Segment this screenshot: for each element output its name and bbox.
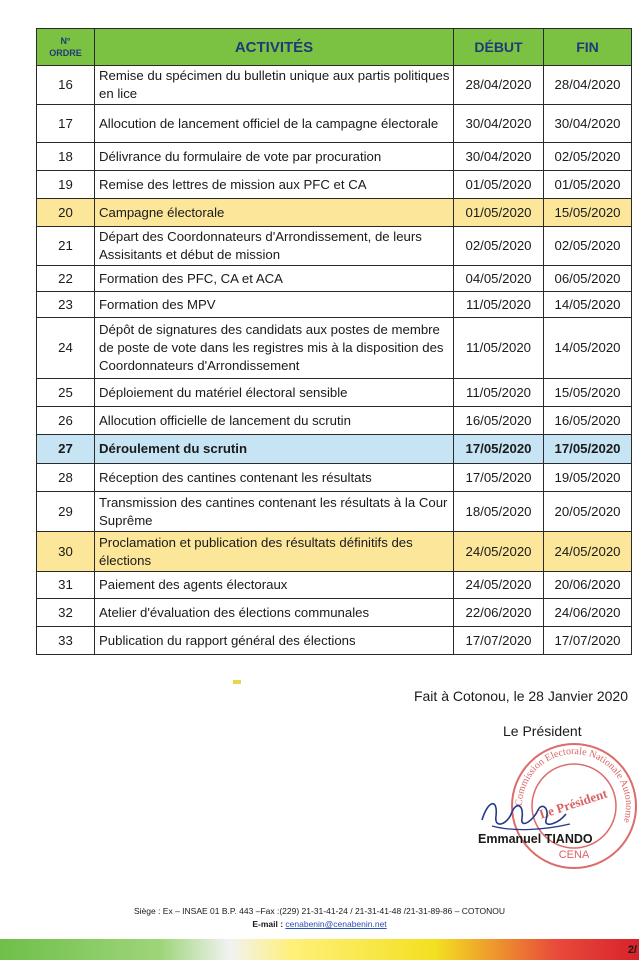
row-end-date: 15/05/2020: [544, 199, 632, 227]
table-row: [37, 572, 632, 599]
row-end-date: 06/05/2020: [544, 266, 632, 292]
row-activity: Départ des Coordonnateurs d'Arrondissement, de leurs Assisitants et début de mission: [95, 227, 454, 266]
footer-email-line: [0, 918, 639, 931]
row-start-date: 17/05/2020: [454, 435, 544, 464]
footer-email-link[interactable]: cenabenin@cenabenin.net: [285, 919, 387, 929]
row-end-date: 01/05/2020: [544, 171, 632, 199]
row-number: 33: [37, 627, 95, 655]
table-row: [37, 379, 632, 407]
header-end: FIN: [544, 29, 632, 66]
table-row: [37, 105, 632, 143]
row-start-date: 11/05/2020: [454, 379, 544, 407]
row-end-date: 17/07/2020: [544, 627, 632, 655]
page-number: 2/: [627, 944, 637, 956]
row-end-date: 24/06/2020: [544, 599, 632, 627]
row-end-date: 19/05/2020: [544, 464, 632, 492]
row-start-date: 30/04/2020: [454, 105, 544, 143]
row-number: 28: [37, 464, 95, 492]
header-start: DÉBUT: [454, 29, 544, 66]
row-end-date: 02/05/2020: [544, 227, 632, 266]
flag-yellow-stripe: [230, 939, 434, 960]
row-activity: Remise du spécimen du bulletin unique aux partis politiques en lice: [95, 66, 454, 105]
row-activity: Dépôt de signatures des candidats aux postes de membre de poste de vote dans les registres mis à la disposition des Coordonnateurs d'Arrondissement: [95, 318, 454, 379]
row-number: 17: [37, 105, 95, 143]
row-number: 25: [37, 379, 95, 407]
table-row: [37, 599, 632, 627]
footer-email-label: E-mail :: [252, 919, 284, 929]
row-start-date: 28/04/2020: [454, 66, 544, 105]
row-start-date: 02/05/2020: [454, 227, 544, 266]
table-row: [37, 435, 632, 464]
row-number: 27: [37, 435, 95, 464]
table-row: [37, 199, 632, 227]
row-end-date: 15/05/2020: [544, 379, 632, 407]
row-number: 16: [37, 66, 95, 105]
header-num-line1: N°: [60, 36, 71, 46]
row-number: 22: [37, 266, 95, 292]
footer: [0, 905, 639, 931]
decorative-mark: [233, 680, 241, 684]
header-order-number: [37, 29, 95, 66]
row-activity: Allocution officielle de lancement du scrutin: [95, 407, 454, 435]
row-end-date: 17/05/2020: [544, 435, 632, 464]
row-start-date: 24/05/2020: [454, 572, 544, 599]
row-end-date: 14/05/2020: [544, 318, 632, 379]
table-row: [37, 143, 632, 171]
row-number: 29: [37, 492, 95, 532]
row-start-date: 11/05/2020: [454, 318, 544, 379]
row-start-date: 17/05/2020: [454, 464, 544, 492]
row-start-date: 18/05/2020: [454, 492, 544, 532]
header-num-line2: ORDRE: [49, 48, 82, 58]
row-activity: Paiement des agents électoraux: [95, 572, 454, 599]
row-number: 31: [37, 572, 95, 599]
header-activity: ACTIVITÉS: [95, 29, 454, 66]
row-activity: Délivrance du formulaire de vote par procuration: [95, 143, 454, 171]
row-activity: Atelier d'évaluation des élections communales: [95, 599, 454, 627]
row-end-date: 30/04/2020: [544, 105, 632, 143]
row-end-date: 28/04/2020: [544, 66, 632, 105]
footer-address: Siège : Ex – INSAE 01 B.P. 443 –Fax :(229) 21-31-41-24 / 21-31-41-48 /21-31-89-86 – COTONOU: [133, 906, 506, 916]
row-activity: Déroulement du scrutin: [95, 435, 454, 464]
handwritten-signature: [474, 790, 574, 838]
row-end-date: 16/05/2020: [544, 407, 632, 435]
row-start-date: 16/05/2020: [454, 407, 544, 435]
row-activity: Remise des lettres de mission aux PFC et CA: [95, 171, 454, 199]
row-end-date: 20/05/2020: [544, 492, 632, 532]
table-row: [37, 66, 632, 105]
row-start-date: 17/07/2020: [454, 627, 544, 655]
row-start-date: 11/05/2020: [454, 292, 544, 318]
table-row: [37, 227, 632, 266]
row-end-date: 14/05/2020: [544, 292, 632, 318]
flag-green-stripe: [0, 939, 230, 960]
row-start-date: 24/05/2020: [454, 532, 544, 572]
row-activity: Campagne électorale: [95, 199, 454, 227]
row-activity: Formation des PFC, CA et ACA: [95, 266, 454, 292]
row-number: 20: [37, 199, 95, 227]
signatory-name: Emmanuel TIANDO: [478, 832, 593, 846]
row-number: 26: [37, 407, 95, 435]
row-end-date: 24/05/2020: [544, 532, 632, 572]
row-number: 21: [37, 227, 95, 266]
table-row: [37, 266, 632, 292]
row-start-date: 04/05/2020: [454, 266, 544, 292]
row-number: 18: [37, 143, 95, 171]
row-activity: Formation des MPV: [95, 292, 454, 318]
row-start-date: 22/06/2020: [454, 599, 544, 627]
stamp-outer-text: Commission Electorale Nationale Autonome: [513, 745, 635, 825]
row-end-date: 20/06/2020: [544, 572, 632, 599]
flag-red-stripe: [435, 939, 639, 960]
row-number: 30: [37, 532, 95, 572]
table-row: [37, 407, 632, 435]
row-number: 24: [37, 318, 95, 379]
table-header-row: [37, 29, 632, 66]
schedule-table: [36, 28, 632, 655]
row-activity: Publication du rapport général des élections: [95, 627, 454, 655]
place-and-date: Fait à Cotonou, le 28 Janvier 2020: [413, 688, 628, 704]
table-row: [37, 171, 632, 199]
flag-color-band: [0, 939, 639, 960]
row-start-date: 30/04/2020: [454, 143, 544, 171]
stamp-bottom-text: CENA: [558, 849, 590, 861]
stamp-center-text: Le Président: [537, 785, 610, 822]
row-activity: Proclamation et publication des résultats définitifs des élections: [95, 532, 454, 572]
row-activity: Transmission des cantines contenant les résultats à la Cour Suprême: [95, 492, 454, 532]
table-row: [37, 318, 632, 379]
table-row: [37, 627, 632, 655]
table-row: [37, 492, 632, 532]
row-activity: Déploiement du matériel électoral sensible: [95, 379, 454, 407]
row-start-date: 01/05/2020: [454, 199, 544, 227]
row-start-date: 01/05/2020: [454, 171, 544, 199]
table-row: [37, 532, 632, 572]
signatory-title: Le Président: [503, 723, 582, 739]
row-activity: Allocution de lancement officiel de la campagne électorale: [95, 105, 454, 143]
table-row: [37, 464, 632, 492]
row-number: 19: [37, 171, 95, 199]
row-activity: Réception des cantines contenant les résultats: [95, 464, 454, 492]
row-end-date: 02/05/2020: [544, 143, 632, 171]
table-row: [37, 292, 632, 318]
row-number: 23: [37, 292, 95, 318]
row-number: 32: [37, 599, 95, 627]
